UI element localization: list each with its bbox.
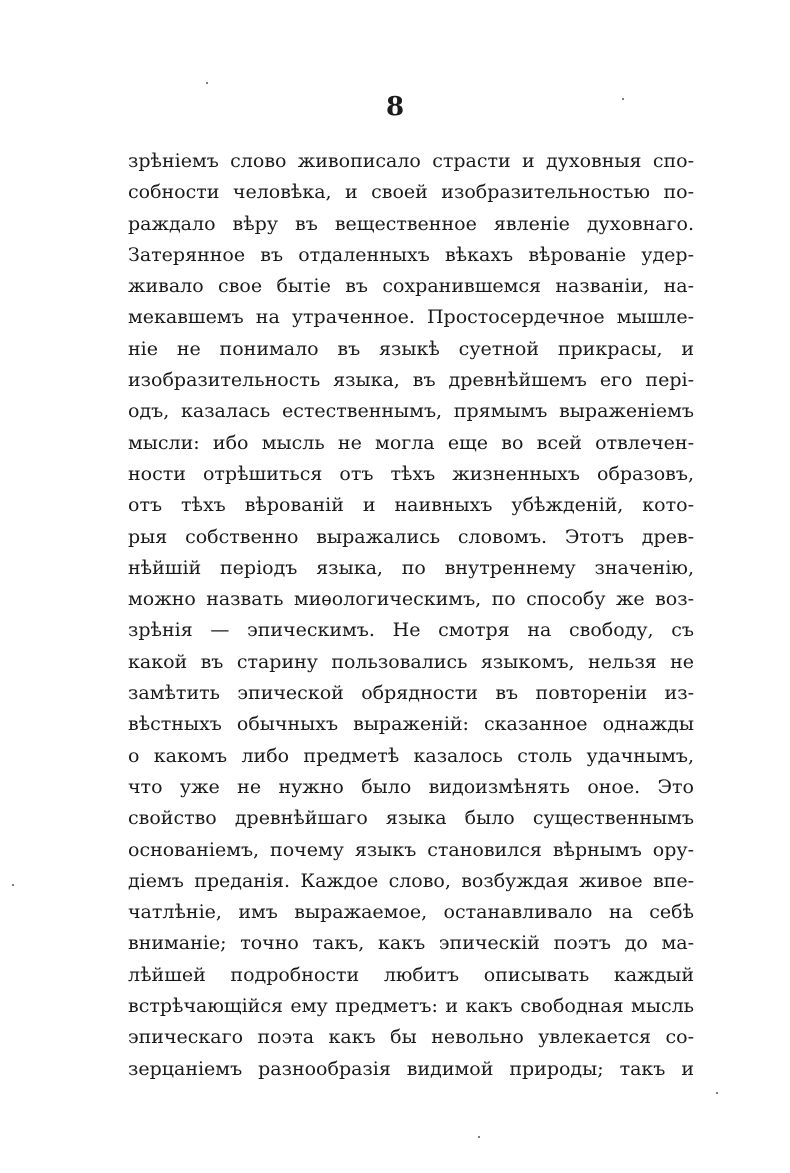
text-line: лѣйшей подробности любитъ описывать каждый: [128, 963, 694, 986]
page-number: 8: [385, 92, 405, 122]
text-line: собности человѣка, и своей изобразительностью по-: [128, 181, 694, 204]
text-line: рыя собственно выражались словомъ. Этотъ древ-: [128, 525, 694, 548]
text-line: можно назвать миѳологическимъ, по способу же воз-: [128, 588, 694, 611]
text-line: Затерянное въ отдаленныхъ вѣкахъ вѣрованіе удер-: [128, 243, 694, 266]
print-speck: [478, 1136, 480, 1138]
print-speck: [716, 1092, 718, 1094]
body-text: [128, 146, 694, 1085]
text-line: свойство древнѣйшаго языка было существеннымъ: [128, 807, 694, 830]
text-line: вѣстныхъ обычныхъ выраженій: сказанное однажды: [128, 713, 694, 736]
print-speck: [12, 884, 14, 886]
text-line: какой въ старину пользовались языкомъ, нельзя не: [128, 650, 694, 673]
text-line: нѣйшій періодъ языка, по внутреннему значенію,: [128, 556, 694, 579]
text-line: встрѣчающійся ему предметъ: и какъ свободная мысль: [128, 995, 694, 1018]
text-line: одъ, казалась естественнымъ, прямымъ выраженіемъ: [128, 400, 694, 423]
text-line: отъ тѣхъ вѣрованій и наивныхъ убѣжденій, кото-: [128, 494, 694, 517]
text-line: ности отрѣшиться отъ тѣхъ жизненныхъ образовъ,: [128, 462, 694, 485]
text-line: ніе не понимало въ языкѣ суетной прикрасы, и: [128, 337, 694, 360]
text-line: мекавшемъ на утраченное. Простосердечное мышле-: [128, 306, 694, 329]
text-line: зрѣніемъ слово живописало страсти и духовныя спо-: [128, 150, 694, 172]
text-line: раждало вѣру въ вещественное явленіе духовнаго.: [128, 212, 694, 235]
text-line: мысли: ибо мысль не могла еще во всей отвлечен-: [128, 431, 694, 454]
text-line: чатлѣніе, имъ выражаемое, останавливало на себѣ: [128, 901, 694, 924]
text-line: основаніемъ, почему языкъ становился вѣрнымъ ору-: [128, 838, 694, 861]
text-line: вниманіе; точно такъ, какъ эпическій поэтъ до ма-: [128, 932, 694, 955]
text-line: живало свое бытіе въ сохранившемся названіи, на-: [128, 275, 694, 298]
text-line: о какомъ либо предметѣ казалось столь удачнымъ,: [128, 744, 694, 767]
print-speck: [622, 98, 624, 100]
text-line: діемъ преданія. Каждое слово, возбуждая живое впе-: [128, 869, 694, 892]
text-line: зерцаніемъ разнообразія видимой природы; такъ и: [128, 1057, 694, 1080]
print-speck: [206, 82, 208, 84]
text-line: замѣтить эпической обрядности въ повтореніи из-: [128, 682, 694, 705]
text-line: что уже не нужно было видоизмѣнять оное. Это: [128, 775, 694, 798]
text-line: зрѣнія — эпическимъ. Не смотря на свободу, съ: [128, 619, 694, 642]
text-line: эпическаго поэта какъ бы невольно увлекается со-: [128, 1026, 694, 1049]
text-line: изобразительность языка, въ древнѣйшемъ его пері-: [128, 369, 694, 392]
